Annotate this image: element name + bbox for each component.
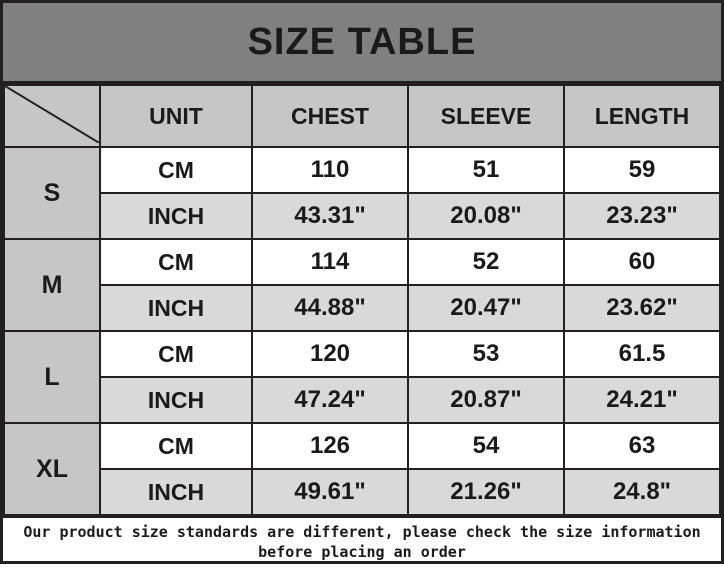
unit-label: INCH: [100, 469, 252, 515]
unit-label: CM: [100, 423, 252, 469]
chest-value: 120: [252, 331, 408, 377]
size-label-l: L: [4, 331, 100, 423]
length-value: 23.62": [564, 285, 720, 331]
unit-label: INCH: [100, 377, 252, 423]
unit-label: CM: [100, 147, 252, 193]
diagonal-line-icon: [5, 86, 99, 143]
chest-value: 43.31": [252, 193, 408, 239]
table-row: [4, 469, 720, 515]
corner-cell: [4, 85, 100, 147]
chest-value: 114: [252, 239, 408, 285]
size-label-s: S: [4, 147, 100, 239]
table-row: [4, 423, 720, 469]
size-note-line-1: Our product size standards are different, please check the size information: [23, 523, 701, 541]
sleeve-value: 20.08": [408, 193, 564, 239]
size-note: [3, 516, 721, 567]
column-header-unit: UNIT: [100, 85, 252, 147]
table-row: [4, 377, 720, 423]
sleeve-value: 54: [408, 423, 564, 469]
chest-value: 44.88": [252, 285, 408, 331]
length-value: 61.5: [564, 331, 720, 377]
page-title: SIZE TABLE: [247, 20, 477, 63]
length-value: 24.8": [564, 469, 720, 515]
length-value: 24.21": [564, 377, 720, 423]
column-header-sleeve: SLEEVE: [408, 85, 564, 147]
chest-value: 126: [252, 423, 408, 469]
column-header-chest: CHEST: [252, 85, 408, 147]
length-value: 23.23": [564, 193, 720, 239]
sleeve-value: 53: [408, 331, 564, 377]
table-header-row: [4, 85, 720, 147]
size-table: [3, 84, 721, 516]
table-row: [4, 239, 720, 285]
sleeve-value: 20.87": [408, 377, 564, 423]
length-value: 63: [564, 423, 720, 469]
column-header-length: LENGTH: [564, 85, 720, 147]
chest-value: 110: [252, 147, 408, 193]
chest-value: 47.24": [252, 377, 408, 423]
length-value: 59: [564, 147, 720, 193]
size-label-m: M: [4, 239, 100, 331]
table-row: [4, 147, 720, 193]
table-row: [4, 193, 720, 239]
unit-label: INCH: [100, 285, 252, 331]
unit-label: INCH: [100, 193, 252, 239]
unit-label: CM: [100, 331, 252, 377]
sleeve-value: 52: [408, 239, 564, 285]
table-row: [4, 285, 720, 331]
unit-label: CM: [100, 239, 252, 285]
sleeve-value: 51: [408, 147, 564, 193]
size-label-xl: XL: [4, 423, 100, 515]
sleeve-value: 20.47": [408, 285, 564, 331]
table-row: [4, 331, 720, 377]
chest-value: 49.61": [252, 469, 408, 515]
length-value: 60: [564, 239, 720, 285]
sleeve-value: 21.26": [408, 469, 564, 515]
title-bar: [3, 3, 721, 84]
size-note-line-2: before placing an order: [258, 543, 466, 562]
